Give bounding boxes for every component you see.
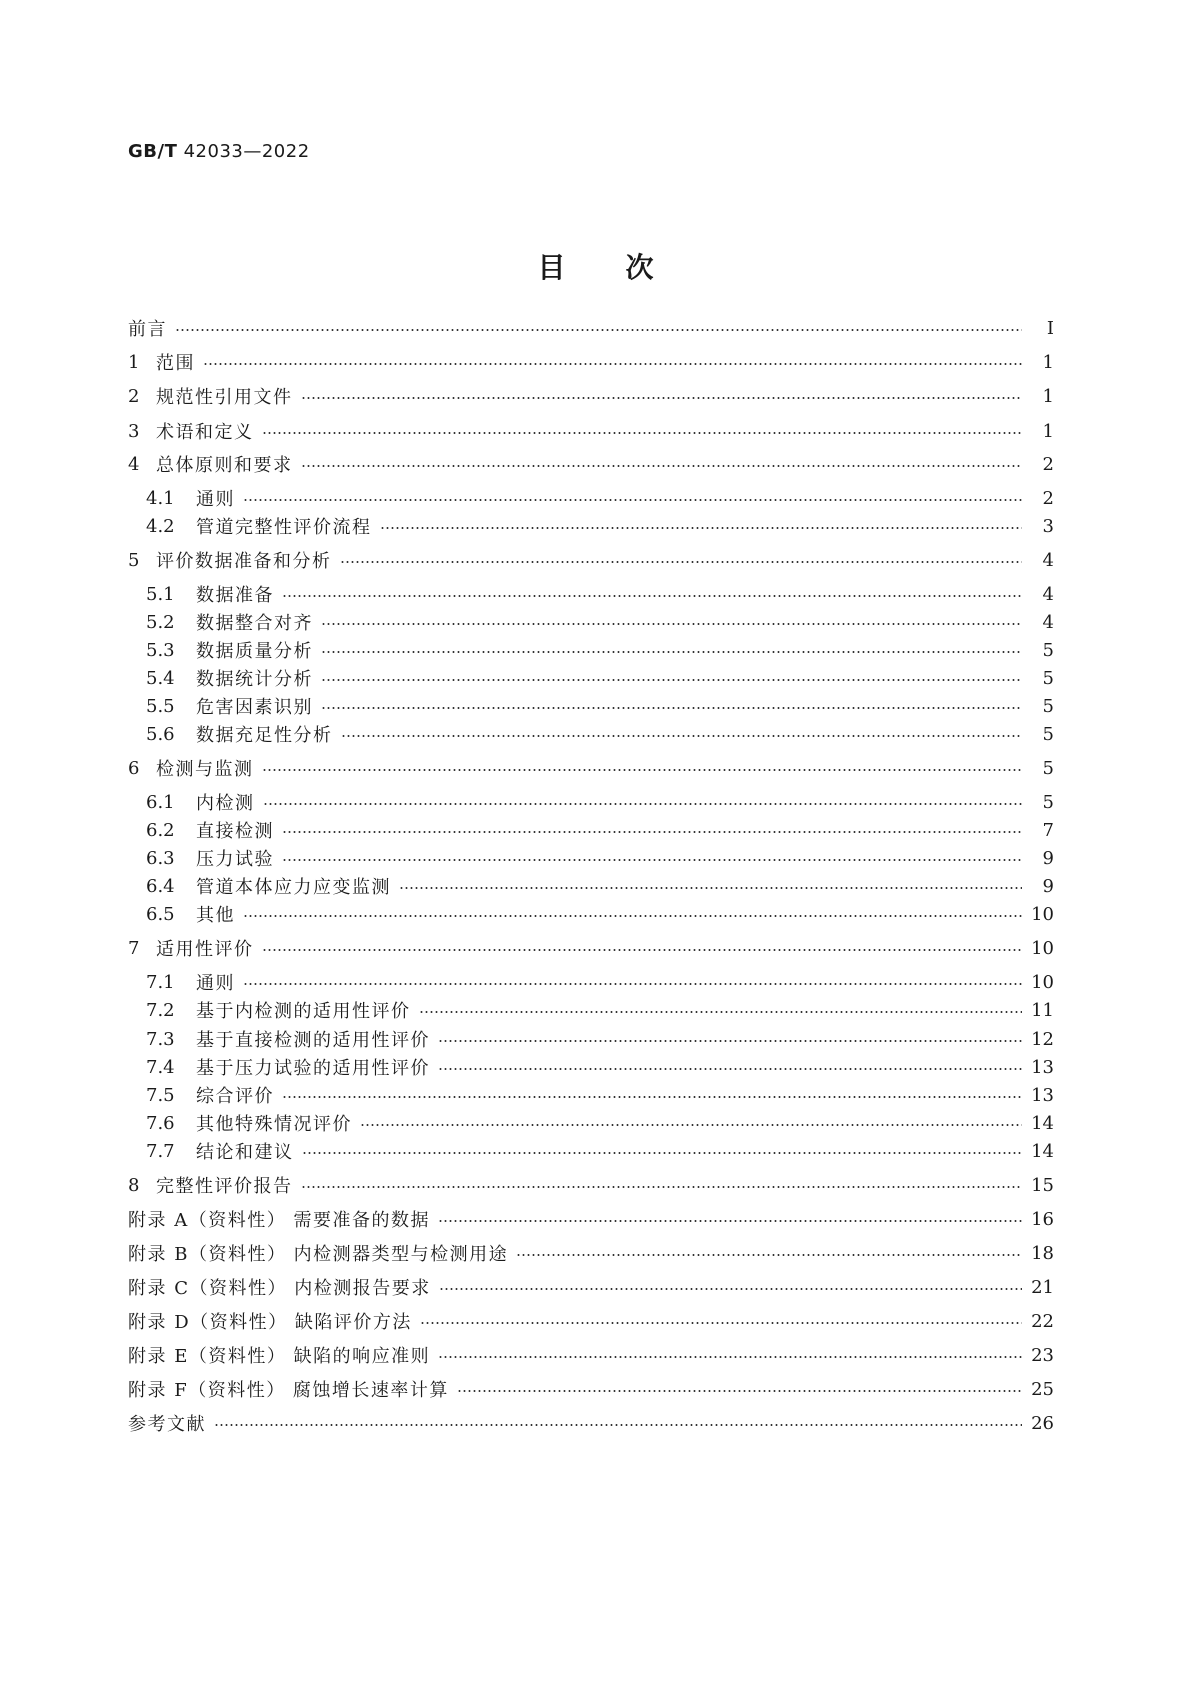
- toc-entry[interactable]: [128, 1306, 1054, 1336]
- toc-entry-title: 附录 C（资料性） 内检测报告要求: [128, 1278, 431, 1299]
- toc-entry-label: [146, 609, 313, 635]
- toc-entry-number: 5.2: [146, 611, 175, 633]
- toc-leader-dots: [321, 707, 1022, 709]
- toc-entry-title: 检测与监测: [156, 759, 254, 780]
- toc-entry-page-number: 22: [1031, 1310, 1054, 1332]
- toc-entry-label: [146, 581, 274, 607]
- toc-entry-label: [128, 1172, 293, 1198]
- toc-entry-page-number: 1: [1042, 351, 1054, 373]
- toc-entry-page-number: 5: [1042, 723, 1054, 745]
- toc-entry-number: 5.5: [146, 695, 175, 717]
- toc-entry-title: 基于压力试验的适用性评价: [196, 1058, 430, 1079]
- toc-leader-dots: [399, 887, 1022, 889]
- toc-entry[interactable]: [128, 483, 1054, 513]
- toc-leader-dots: [262, 432, 1023, 434]
- toc-entry-title: 综合评价: [196, 1086, 274, 1107]
- toc-entry-title: 危害因素识别: [196, 697, 313, 718]
- toc-entry-page-number: 14: [1031, 1140, 1054, 1162]
- toc-entry[interactable]: [128, 545, 1054, 575]
- toc-entry[interactable]: [128, 1374, 1054, 1404]
- toc-entry-label: [128, 451, 293, 477]
- toc-entry-label: [128, 935, 254, 961]
- toc-leader-dots: [301, 1186, 1023, 1188]
- toc-entry-label: [128, 1274, 431, 1300]
- toc-leader-dots: [360, 1124, 1022, 1126]
- toc-leader-dots: [438, 1356, 1022, 1358]
- toc-entry-number: 7.2: [146, 999, 175, 1021]
- toc-leader-dots: [282, 859, 1022, 861]
- toc-entry-number: 6.5: [146, 903, 175, 925]
- toc-entry-label: [128, 547, 332, 573]
- toc-entry-label: [146, 969, 235, 995]
- toc-leader-dots: [301, 397, 1023, 399]
- toc-entry-page-number: 23: [1031, 1344, 1054, 1366]
- toc-entry-label: [128, 1410, 206, 1436]
- page-title: [0, 246, 1191, 286]
- toc-entry-label: [146, 789, 255, 815]
- toc-entry-number: 3: [128, 420, 140, 442]
- toc-entry-label: [128, 1308, 412, 1334]
- toc-entry[interactable]: [128, 449, 1054, 479]
- toc-entry-page-number: 1: [1042, 420, 1054, 442]
- toc-entry[interactable]: [128, 753, 1054, 783]
- toc-entry-page-number: 13: [1031, 1056, 1054, 1078]
- toc-entry-page-number: 18: [1031, 1242, 1054, 1264]
- toc-leader-dots: [263, 803, 1023, 805]
- toc-entry-number: 5.6: [146, 723, 175, 745]
- toc-entry-title: 其他: [196, 905, 235, 926]
- toc-entry-number: 6: [128, 757, 140, 779]
- toc-entry[interactable]: [128, 1238, 1054, 1268]
- toc-entry[interactable]: [128, 1204, 1054, 1234]
- toc-entry-label: [146, 873, 391, 899]
- toc-entry-title: 适用性评价: [156, 939, 254, 960]
- toc-entry-label: [146, 845, 274, 871]
- toc-entry[interactable]: [128, 1170, 1054, 1200]
- toc-entry-number: 4: [128, 453, 140, 475]
- toc-entry-title: 数据整合对齐: [196, 613, 313, 634]
- toc-entry-number: 6.4: [146, 875, 175, 897]
- toc-entry-page-number: 10: [1031, 903, 1054, 925]
- toc-entry[interactable]: [128, 967, 1054, 997]
- toc-entry-label: [146, 1026, 430, 1052]
- toc-entry-title: 附录 F（资料性） 腐蚀增长速率计算: [128, 1380, 449, 1401]
- toc-entry[interactable]: [128, 871, 1054, 901]
- toc-entry-number: 5.3: [146, 639, 175, 661]
- toc-entry[interactable]: [128, 416, 1054, 446]
- toc-entry-number: 4.1: [146, 487, 175, 509]
- toc-entry-page-number: 15: [1031, 1174, 1054, 1196]
- toc-entry-number: 2: [128, 385, 140, 407]
- toc-entry-page-number: 26: [1031, 1412, 1054, 1434]
- toc-entry-title: 基于直接检测的适用性评价: [196, 1030, 430, 1051]
- toc-entry-page-number: 5: [1042, 639, 1054, 661]
- toc-leader-dots: [282, 595, 1022, 597]
- toc-entry-label: [128, 1342, 430, 1368]
- toc-entry[interactable]: [128, 1272, 1054, 1302]
- toc-entry-page-number: 11: [1031, 999, 1054, 1021]
- toc-entry-page-number: 9: [1042, 875, 1054, 897]
- toc-entry-number: 6.1: [146, 791, 175, 813]
- toc-entry[interactable]: [128, 1408, 1054, 1438]
- toc-leader-dots: [243, 499, 1022, 501]
- toc-entry[interactable]: [128, 1108, 1054, 1138]
- toc-entry[interactable]: [128, 719, 1054, 749]
- toc-entry[interactable]: [128, 663, 1054, 693]
- toc-entry-number: 5.4: [146, 667, 175, 689]
- toc-entry-number: 7.7: [146, 1140, 175, 1162]
- toc-entry-page-number: 10: [1031, 971, 1054, 993]
- toc-entry-label: [128, 1376, 449, 1402]
- toc-leader-dots: [321, 623, 1022, 625]
- toc-leader-dots: [321, 679, 1022, 681]
- toc-leader-dots: [380, 527, 1023, 529]
- toc-entry-page-number: 4: [1042, 583, 1054, 605]
- toc-entry[interactable]: [128, 635, 1054, 665]
- toc-entry-label: [128, 418, 254, 444]
- toc-leader-dots: [282, 1096, 1022, 1098]
- toc-entry-title: 术语和定义: [156, 422, 254, 443]
- toc-entry-number: 1: [128, 351, 140, 373]
- toc-entry[interactable]: [128, 1052, 1054, 1082]
- toc-entry[interactable]: [128, 933, 1054, 963]
- toc-entry-title: 评价数据准备和分析: [156, 551, 332, 572]
- toc-entry-title: 基于内检测的适用性评价: [196, 1001, 411, 1022]
- toc-entry-label: [146, 485, 235, 511]
- toc-entry-page-number: 7: [1042, 819, 1054, 841]
- toc-entry-number: 7.4: [146, 1056, 175, 1078]
- toc-entry-label: [146, 665, 313, 691]
- title-char-1: 目: [537, 251, 566, 284]
- toc-entry-number: 7.1: [146, 971, 175, 993]
- toc-entry[interactable]: [128, 1024, 1054, 1054]
- toc-entry-number: 7.6: [146, 1112, 175, 1134]
- toc-entry-title: 其他特殊情况评价: [196, 1114, 352, 1135]
- toc-entry-page-number: 16: [1031, 1208, 1054, 1230]
- toc-leader-dots: [438, 1220, 1022, 1222]
- toc-entry-label: [146, 1138, 294, 1164]
- toc-entry-page-number: 4: [1042, 611, 1054, 633]
- toc-entry-page-number: 5: [1042, 695, 1054, 717]
- toc-leader-dots: [262, 769, 1023, 771]
- toc-entry-title: 数据质量分析: [196, 641, 313, 662]
- toc-leader-dots: [301, 465, 1023, 467]
- toc-entry[interactable]: [128, 691, 1054, 721]
- toc-leader-dots: [420, 1322, 1022, 1324]
- toc-entry-page-number: 25: [1031, 1378, 1054, 1400]
- toc-entry-page-number: 4: [1042, 549, 1054, 571]
- toc-entry-label: [146, 817, 274, 843]
- toc-entry-title: 参考文献: [128, 1414, 206, 1435]
- toc-entry-title: 通则: [196, 489, 235, 510]
- toc-entry-label: [146, 1054, 430, 1080]
- standard-code-prefix: GB/T: [128, 141, 178, 162]
- toc-entry-title: 数据准备: [196, 585, 274, 606]
- toc-leader-dots: [243, 983, 1022, 985]
- toc-leader-dots: [203, 363, 1022, 365]
- toc-entry-number: 8: [128, 1174, 140, 1196]
- toc-entry[interactable]: [128, 1080, 1054, 1110]
- toc-entry-title: 管道完整性评价流程: [196, 517, 372, 538]
- toc-entry[interactable]: [128, 899, 1054, 929]
- toc-entry-label: [128, 755, 254, 781]
- toc-leader-dots: [262, 949, 1023, 951]
- toc-entry-title: 完整性评价报告: [156, 1176, 293, 1197]
- title-char-2: 次: [625, 251, 654, 284]
- toc-entry-title: 内检测: [196, 793, 255, 814]
- toc-leader-dots: [516, 1254, 1022, 1256]
- standard-code: [128, 141, 310, 162]
- toc-leader-dots: [214, 1424, 1022, 1426]
- toc-entry-page-number: 2: [1042, 453, 1054, 475]
- toc-leader-dots: [341, 735, 1023, 737]
- toc-entry-title: 附录 B（资料性） 内检测器类型与检测用途: [128, 1244, 509, 1265]
- toc-entry-page-number: 21: [1031, 1276, 1054, 1298]
- toc-leader-dots: [282, 831, 1022, 833]
- toc-entry-number: 6.2: [146, 819, 175, 841]
- toc-entry[interactable]: [128, 1340, 1054, 1370]
- toc-entry-label: [146, 721, 333, 747]
- toc-entry-page-number: 14: [1031, 1112, 1054, 1134]
- toc-entry-number: 7.5: [146, 1084, 175, 1106]
- toc-leader-dots: [302, 1152, 1023, 1154]
- toc-entry-page-number: 12: [1031, 1028, 1054, 1050]
- toc-entry-label: [128, 1206, 430, 1232]
- toc-entry-title: 总体原则和要求: [156, 455, 293, 476]
- toc-entry-title: 附录 D（资料性） 缺陷评价方法: [128, 1312, 412, 1333]
- toc-entry-page-number: 3: [1042, 515, 1054, 537]
- standard-code-number: 42033—2022: [183, 141, 310, 162]
- toc-leader-dots: [439, 1288, 1022, 1290]
- toc-entry-page-number: 9: [1042, 847, 1054, 869]
- toc-entry-label: [146, 997, 411, 1023]
- toc-entry-page-number: 13: [1031, 1084, 1054, 1106]
- toc-entry[interactable]: [128, 511, 1054, 541]
- toc-entry-label: [128, 383, 293, 409]
- toc-entry[interactable]: [128, 607, 1054, 637]
- toc-leader-dots: [243, 915, 1022, 917]
- toc-entry[interactable]: [128, 843, 1054, 873]
- toc-entry[interactable]: [128, 579, 1054, 609]
- toc-entry-number: 5: [128, 549, 140, 571]
- toc-entry-label: [146, 901, 235, 927]
- toc-entry-label: [146, 637, 313, 663]
- toc-entry-label: [146, 693, 313, 719]
- toc-entry-label: [146, 1082, 274, 1108]
- toc-entry[interactable]: [128, 347, 1054, 377]
- toc-entry-page-number: 2: [1042, 487, 1054, 509]
- toc-entry-label: [128, 349, 195, 375]
- toc-entry[interactable]: [128, 787, 1054, 817]
- toc-entry-title: 附录 A（资料性） 需要准备的数据: [128, 1210, 430, 1231]
- toc-entry-page-number: 1: [1042, 385, 1054, 407]
- toc-entry-title: 管道本体应力应变监测: [196, 877, 391, 898]
- toc-leader-dots: [340, 561, 1023, 563]
- toc-entry-title: 数据统计分析: [196, 669, 313, 690]
- toc-leader-dots: [457, 1390, 1022, 1392]
- toc-entry-title: 结论和建议: [196, 1142, 294, 1163]
- toc-leader-dots: [321, 651, 1022, 653]
- toc-entry[interactable]: [128, 815, 1054, 845]
- toc-entry-page-number: 5: [1042, 757, 1054, 779]
- toc-leader-dots: [419, 1011, 1023, 1013]
- toc-entry-title: 压力试验: [196, 849, 274, 870]
- toc-entry-title: 数据充足性分析: [196, 725, 333, 746]
- toc-entry-title: 附录 E（资料性） 缺陷的响应准则: [128, 1346, 431, 1367]
- toc-entry-label: [128, 1240, 508, 1266]
- toc-entry-label: [146, 1110, 352, 1136]
- toc-leader-dots: [438, 1040, 1022, 1042]
- toc-entry-title: 通则: [196, 973, 235, 994]
- toc-entry-number: 7: [128, 937, 140, 959]
- toc-entry-title: 直接检测: [196, 821, 274, 842]
- toc-entry-number: 6.3: [146, 847, 175, 869]
- toc-entry-title: 前言: [128, 319, 167, 340]
- toc-entry-page-number: Ⅰ: [1046, 317, 1054, 339]
- toc-leader-dots: [175, 329, 1022, 331]
- toc-entry-number: 7.3: [146, 1028, 175, 1050]
- toc-entry-number: 4.2: [146, 515, 175, 537]
- toc-entry[interactable]: [128, 313, 1054, 343]
- toc-entry-page-number: 5: [1042, 791, 1054, 813]
- toc-entry[interactable]: [128, 1136, 1054, 1166]
- toc-entry[interactable]: [128, 381, 1054, 411]
- toc-entry-page-number: 5: [1042, 667, 1054, 689]
- toc-entry-label: [146, 513, 372, 539]
- toc-entry-title: 范围: [156, 353, 195, 374]
- toc-entry-number: 5.1: [146, 583, 175, 605]
- toc-entry[interactable]: [128, 995, 1054, 1025]
- toc-entry-label: [128, 315, 167, 341]
- toc-entry-title: 规范性引用文件: [156, 387, 293, 408]
- toc-leader-dots: [438, 1068, 1022, 1070]
- toc-entry-page-number: 10: [1031, 937, 1054, 959]
